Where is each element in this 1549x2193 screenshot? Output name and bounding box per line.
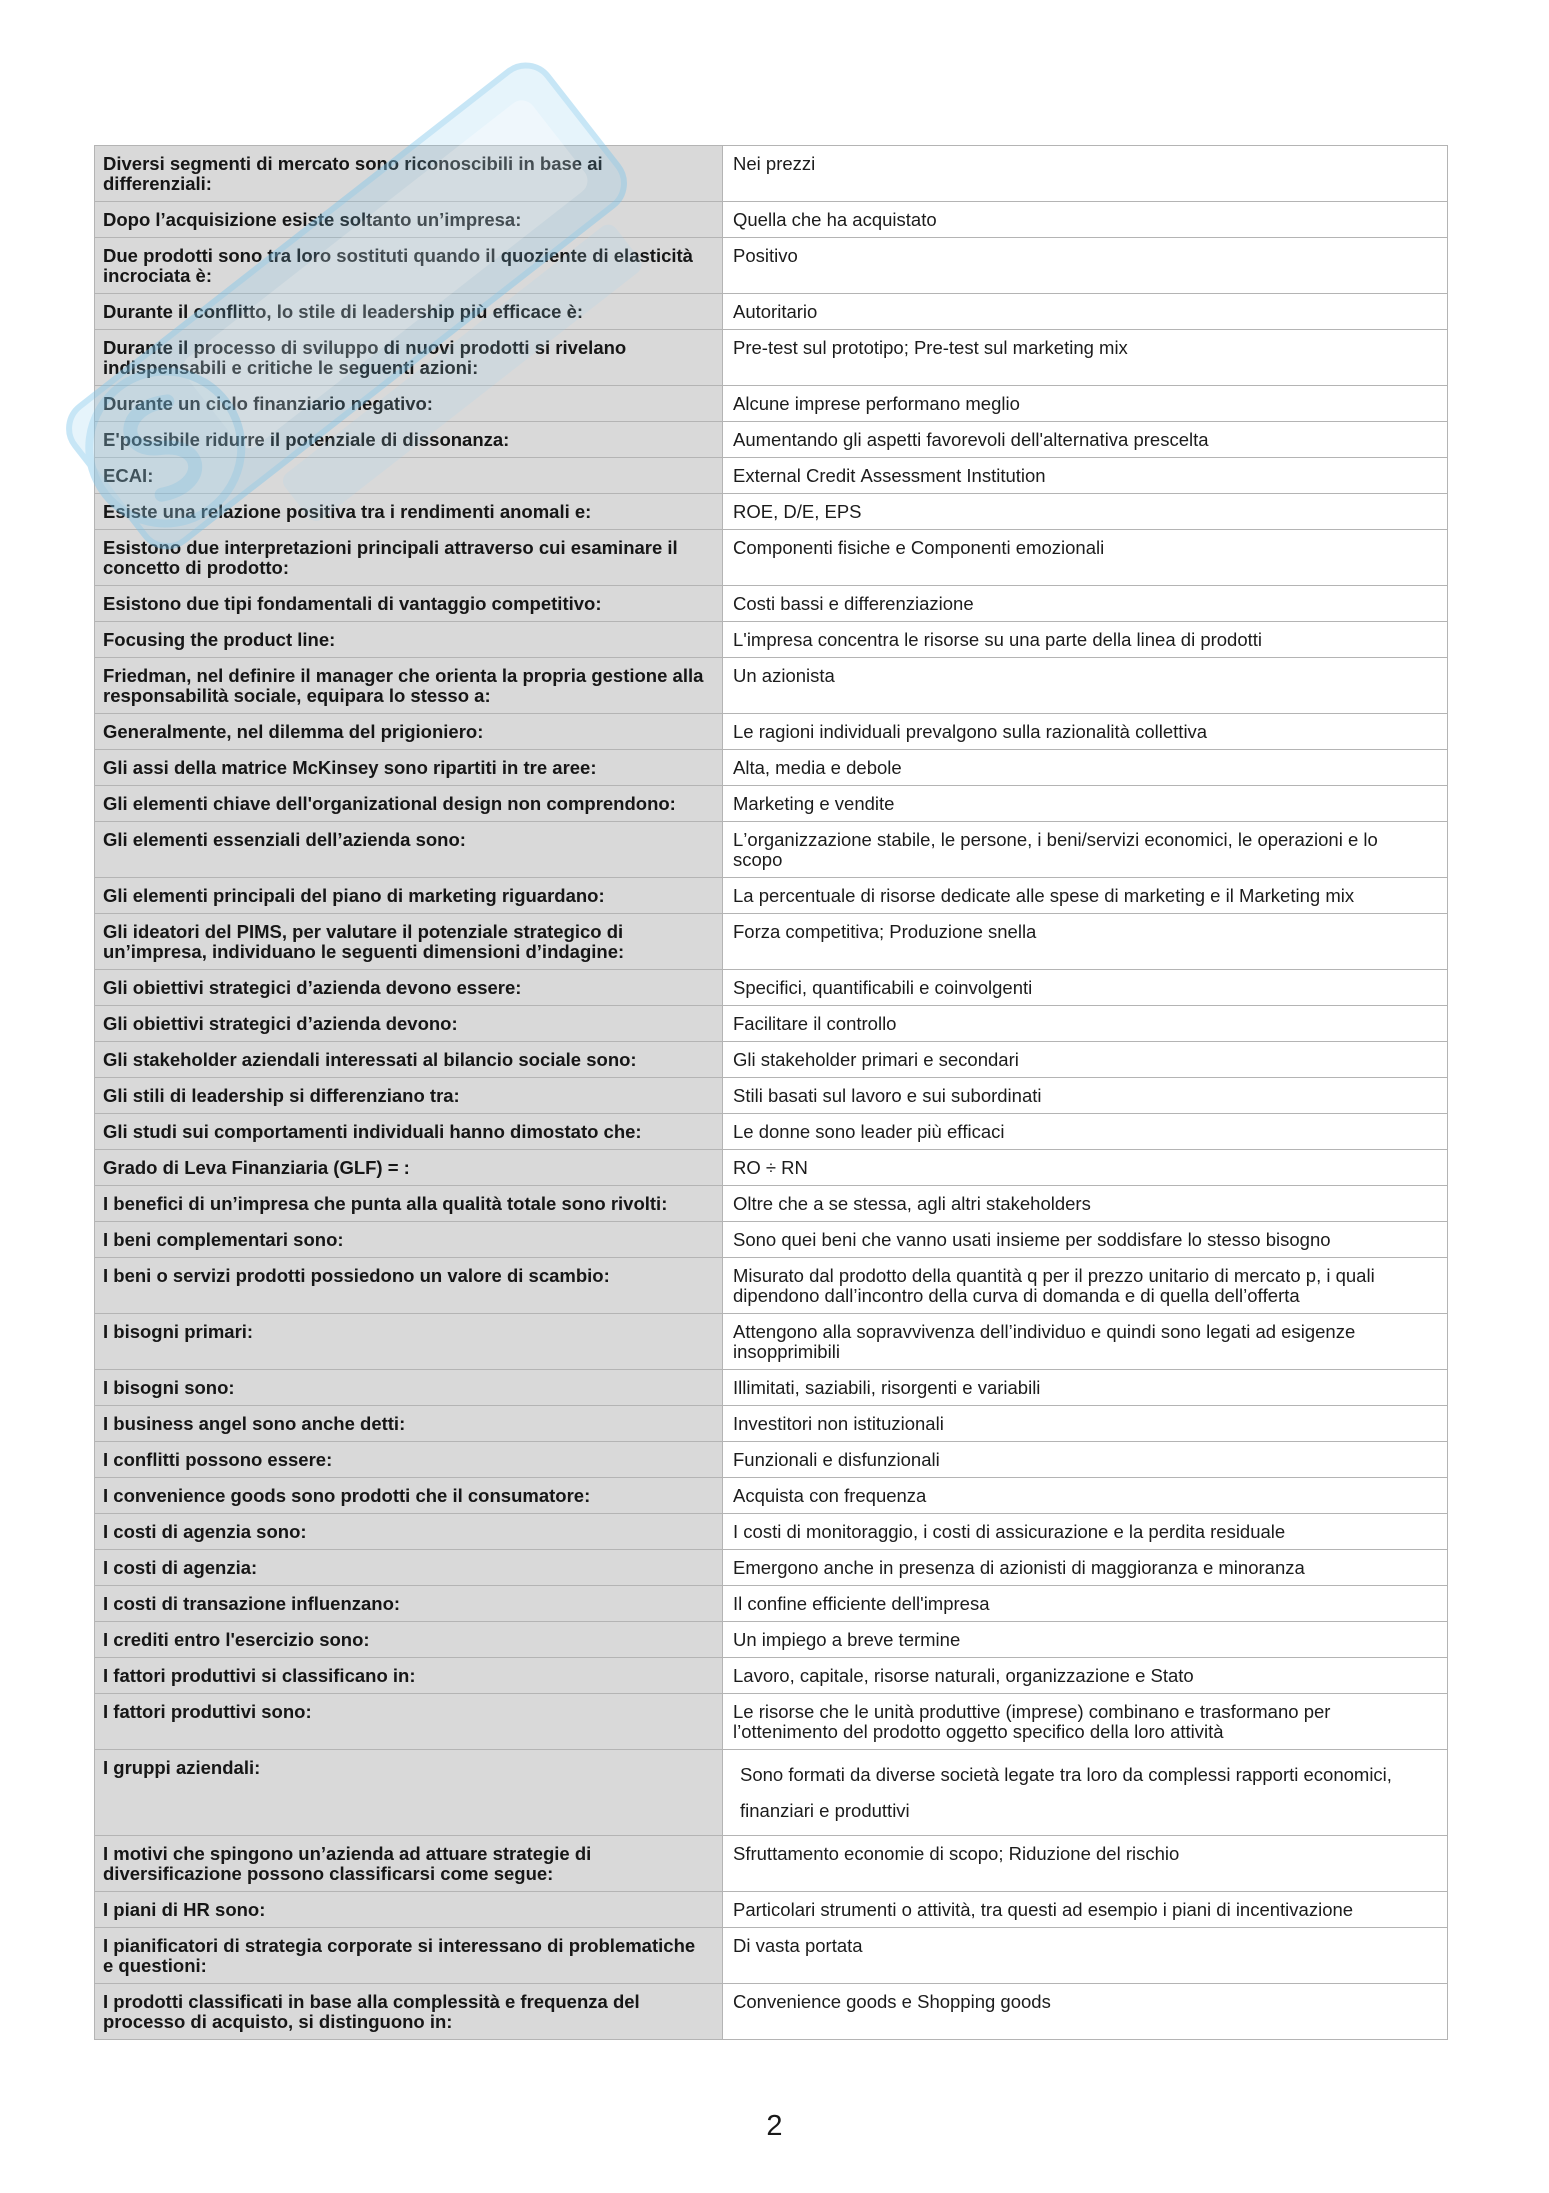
- table-row: [95, 202, 1448, 238]
- answer-cell: Gli stakeholder primari e secondari: [723, 1042, 1448, 1078]
- answer-cell: Funzionali e disfunzionali: [723, 1442, 1448, 1478]
- answer-cell: Sono formati da diverse società legate tra loro da complessi rapporti economici, finanziari e produttivi: [723, 1750, 1448, 1836]
- answer-cell: RO ÷ RN: [723, 1150, 1448, 1186]
- table-row: [95, 1694, 1448, 1750]
- table-row: [95, 658, 1448, 714]
- question-cell: Gli stili di leadership si differenziano tra:: [95, 1078, 723, 1114]
- page-number: 2: [766, 2110, 783, 2142]
- table-row: [95, 238, 1448, 294]
- table-row: [95, 146, 1448, 202]
- answer-cell: Marketing e vendite: [723, 786, 1448, 822]
- table-row: [95, 1586, 1448, 1622]
- table-row: [95, 1442, 1448, 1478]
- question-cell: I beni o servizi prodotti possiedono un valore di scambio:: [95, 1258, 723, 1314]
- table-row: [95, 878, 1448, 914]
- table-row: [95, 1042, 1448, 1078]
- table-row: [95, 530, 1448, 586]
- question-cell: Esistono due interpretazioni principali attraverso cui esaminare il concetto di prodotto:: [95, 530, 723, 586]
- answer-cell: External Credit Assessment Institution: [723, 458, 1448, 494]
- question-cell: I gruppi aziendali:: [95, 1750, 723, 1836]
- question-cell: I business angel sono anche detti:: [95, 1406, 723, 1442]
- table-row: [95, 1622, 1448, 1658]
- table-row: [95, 1550, 1448, 1586]
- question-cell: Gli ideatori del PIMS, per valutare il potenziale strategico di un’impresa, individuano le seguenti dimensioni d’indagine:: [95, 914, 723, 970]
- answer-cell: Attengono alla sopravvivenza dell’individuo e quindi sono legati ad esigenze insopprimibili: [723, 1314, 1448, 1370]
- table-row: [95, 1836, 1448, 1892]
- question-cell: I fattori produttivi sono:: [95, 1694, 723, 1750]
- answer-cell: Le ragioni individuali prevalgono sulla razionalità collettiva: [723, 714, 1448, 750]
- qa-table-body: [95, 146, 1448, 2040]
- table-row: [95, 1892, 1448, 1928]
- answer-cell: ROE, D/E, EPS: [723, 494, 1448, 530]
- question-cell: Durante il conflitto, lo stile di leadership più efficace è:: [95, 294, 723, 330]
- answer-cell: Specifici, quantificabili e coinvolgenti: [723, 970, 1448, 1006]
- question-cell: I costi di agenzia sono:: [95, 1514, 723, 1550]
- question-cell: I bisogni sono:: [95, 1370, 723, 1406]
- question-cell: E'possibile ridurre il potenziale di dissonanza:: [95, 422, 723, 458]
- table-row: [95, 294, 1448, 330]
- question-cell: Diversi segmenti di mercato sono riconoscibili in base ai differenziali:: [95, 146, 723, 202]
- table-row: [95, 822, 1448, 878]
- question-cell: Durante il processo di sviluppo di nuovi prodotti si rivelano indispensabili e critiche le seguenti azioni:: [95, 330, 723, 386]
- table-row: [95, 422, 1448, 458]
- answer-cell: Acquista con frequenza: [723, 1478, 1448, 1514]
- answer-cell: Costi bassi e differenziazione: [723, 586, 1448, 622]
- question-cell: I piani di HR sono:: [95, 1892, 723, 1928]
- table-row: [95, 1222, 1448, 1258]
- question-cell: I bisogni primari:: [95, 1314, 723, 1370]
- question-cell: Durante un ciclo finanziario negativo:: [95, 386, 723, 422]
- answer-cell: Investitori non istituzionali: [723, 1406, 1448, 1442]
- table-row: [95, 330, 1448, 386]
- question-cell: Gli obiettivi strategici d’azienda devono:: [95, 1006, 723, 1042]
- question-cell: Gli elementi chiave dell'organizational design non comprendono:: [95, 786, 723, 822]
- answer-cell: Componenti fisiche e Componenti emozionali: [723, 530, 1448, 586]
- question-cell: I fattori produttivi si classificano in:: [95, 1658, 723, 1694]
- table-row: [95, 586, 1448, 622]
- answer-cell: Le risorse che le unità produttive (imprese) combinano e trasformano per l’ottenimento del prodotto oggetto specifico della loro attività: [723, 1694, 1448, 1750]
- table-row: [95, 1150, 1448, 1186]
- answer-cell: Pre-test sul prototipo; Pre-test sul marketing mix: [723, 330, 1448, 386]
- table-row: [95, 750, 1448, 786]
- answer-cell: L’organizzazione stabile, le persone, i beni/servizi economici, le operazioni e lo scopo: [723, 822, 1448, 878]
- question-cell: I prodotti classificati in base alla complessità e frequenza del processo di acquisto, si distinguono in:: [95, 1984, 723, 2040]
- answer-cell: Sono quei beni che vanno usati insieme per soddisfare lo stesso bisogno: [723, 1222, 1448, 1258]
- answer-cell: Autoritario: [723, 294, 1448, 330]
- table-row: [95, 1258, 1448, 1314]
- answer-cell: Lavoro, capitale, risorse naturali, organizzazione e Stato: [723, 1658, 1448, 1694]
- question-cell: Gli elementi principali del piano di marketing riguardano:: [95, 878, 723, 914]
- answer-cell: Nei prezzi: [723, 146, 1448, 202]
- table-row: [95, 914, 1448, 970]
- table-row: [95, 622, 1448, 658]
- question-cell: ECAI:: [95, 458, 723, 494]
- question-cell: Due prodotti sono tra loro sostituti quando il quoziente di elasticità incrociata è:: [95, 238, 723, 294]
- answer-cell: Un impiego a breve termine: [723, 1622, 1448, 1658]
- table-row: [95, 970, 1448, 1006]
- answer-cell: Alta, media e debole: [723, 750, 1448, 786]
- answer-cell: L'impresa concentra le risorse su una parte della linea di prodotti: [723, 622, 1448, 658]
- question-cell: I pianificatori di strategia corporate si interessano di problematiche e questioni:: [95, 1928, 723, 1984]
- answer-cell: Alcune imprese performano meglio: [723, 386, 1448, 422]
- answer-cell: Convenience goods e Shopping goods: [723, 1984, 1448, 2040]
- answer-cell: La percentuale di risorse dedicate alle spese di marketing e il Marketing mix: [723, 878, 1448, 914]
- question-cell: I crediti entro l'esercizio sono:: [95, 1622, 723, 1658]
- table-row: [95, 1478, 1448, 1514]
- question-cell: I costi di transazione influenzano:: [95, 1586, 723, 1622]
- answer-cell: Di vasta portata: [723, 1928, 1448, 1984]
- table-row: [95, 786, 1448, 822]
- question-cell: I conflitti possono essere:: [95, 1442, 723, 1478]
- table-row: [95, 1928, 1448, 1984]
- answer-cell: Aumentando gli aspetti favorevoli dell'alternativa prescelta: [723, 422, 1448, 458]
- table-row: [95, 1658, 1448, 1694]
- question-cell: I costi di agenzia:: [95, 1550, 723, 1586]
- table-row: [95, 1750, 1448, 1836]
- question-cell: Gli assi della matrice McKinsey sono ripartiti in tre aree:: [95, 750, 723, 786]
- table-row: [95, 1984, 1448, 2040]
- question-cell: Gli stakeholder aziendali interessati al bilancio sociale sono:: [95, 1042, 723, 1078]
- answer-cell: Il confine efficiente dell'impresa: [723, 1586, 1448, 1622]
- table-row: [95, 494, 1448, 530]
- table-row: [95, 1514, 1448, 1550]
- question-cell: Generalmente, nel dilemma del prigioniero:: [95, 714, 723, 750]
- answer-cell: Misurato dal prodotto della quantità q per il prezzo unitario di mercato p, i quali dipendono dall’incontro della curva di domanda e di quella dell’offerta: [723, 1258, 1448, 1314]
- answer-cell: I costi di monitoraggio, i costi di assicurazione e la perdita residuale: [723, 1514, 1448, 1550]
- answer-cell: Un azionista: [723, 658, 1448, 714]
- answer-cell: Le donne sono leader più efficaci: [723, 1114, 1448, 1150]
- table-row: [95, 1186, 1448, 1222]
- answer-cell: Stili basati sul lavoro e sui subordinati: [723, 1078, 1448, 1114]
- question-cell: I beni complementari sono:: [95, 1222, 723, 1258]
- question-cell: Esiste una relazione positiva tra i rendimenti anomali e:: [95, 494, 723, 530]
- table-row: [95, 1114, 1448, 1150]
- question-cell: I motivi che spingono un’azienda ad attuare strategie di diversificazione possono classificarsi come segue:: [95, 1836, 723, 1892]
- answer-cell: Quella che ha acquistato: [723, 202, 1448, 238]
- question-cell: Dopo l’acquisizione esiste soltanto un’impresa:: [95, 202, 723, 238]
- answer-cell: Forza competitiva; Produzione snella: [723, 914, 1448, 970]
- question-cell: Gli obiettivi strategici d’azienda devono essere:: [95, 970, 723, 1006]
- question-cell: I convenience goods sono prodotti che il consumatore:: [95, 1478, 723, 1514]
- answer-cell: Facilitare il controllo: [723, 1006, 1448, 1042]
- question-cell: Grado di Leva Finanziaria (GLF) = :: [95, 1150, 723, 1186]
- table-row: [95, 1314, 1448, 1370]
- answer-cell: Emergono anche in presenza di azionisti di maggioranza e minoranza: [723, 1550, 1448, 1586]
- table-row: [95, 1370, 1448, 1406]
- answer-cell: Positivo: [723, 238, 1448, 294]
- answer-cell: Oltre che a se stessa, agli altri stakeholders: [723, 1186, 1448, 1222]
- question-cell: Esistono due tipi fondamentali di vantaggio competitivo:: [95, 586, 723, 622]
- table-row: [95, 1006, 1448, 1042]
- answer-cell: Illimitati, saziabili, risorgenti e variabili: [723, 1370, 1448, 1406]
- table-row: [95, 714, 1448, 750]
- question-cell: I benefici di un’impresa che punta alla qualità totale sono rivolti:: [95, 1186, 723, 1222]
- question-cell: Friedman, nel definire il manager che orienta la propria gestione alla responsabilità sociale, equipara lo stesso a:: [95, 658, 723, 714]
- answer-cell: Sfruttamento economie di scopo; Riduzione del rischio: [723, 1836, 1448, 1892]
- question-cell: Focusing the product line:: [95, 622, 723, 658]
- table-row: [95, 386, 1448, 422]
- question-cell: Gli elementi essenziali dell’azienda sono:: [95, 822, 723, 878]
- table-row: [95, 1406, 1448, 1442]
- question-cell: Gli studi sui comportamenti individuali hanno dimostato che:: [95, 1114, 723, 1150]
- table-row: [95, 1078, 1448, 1114]
- answer-cell: Particolari strumenti o attività, tra questi ad esempio i piani di incentivazione: [723, 1892, 1448, 1928]
- qa-table: [94, 145, 1448, 2040]
- table-row: [95, 458, 1448, 494]
